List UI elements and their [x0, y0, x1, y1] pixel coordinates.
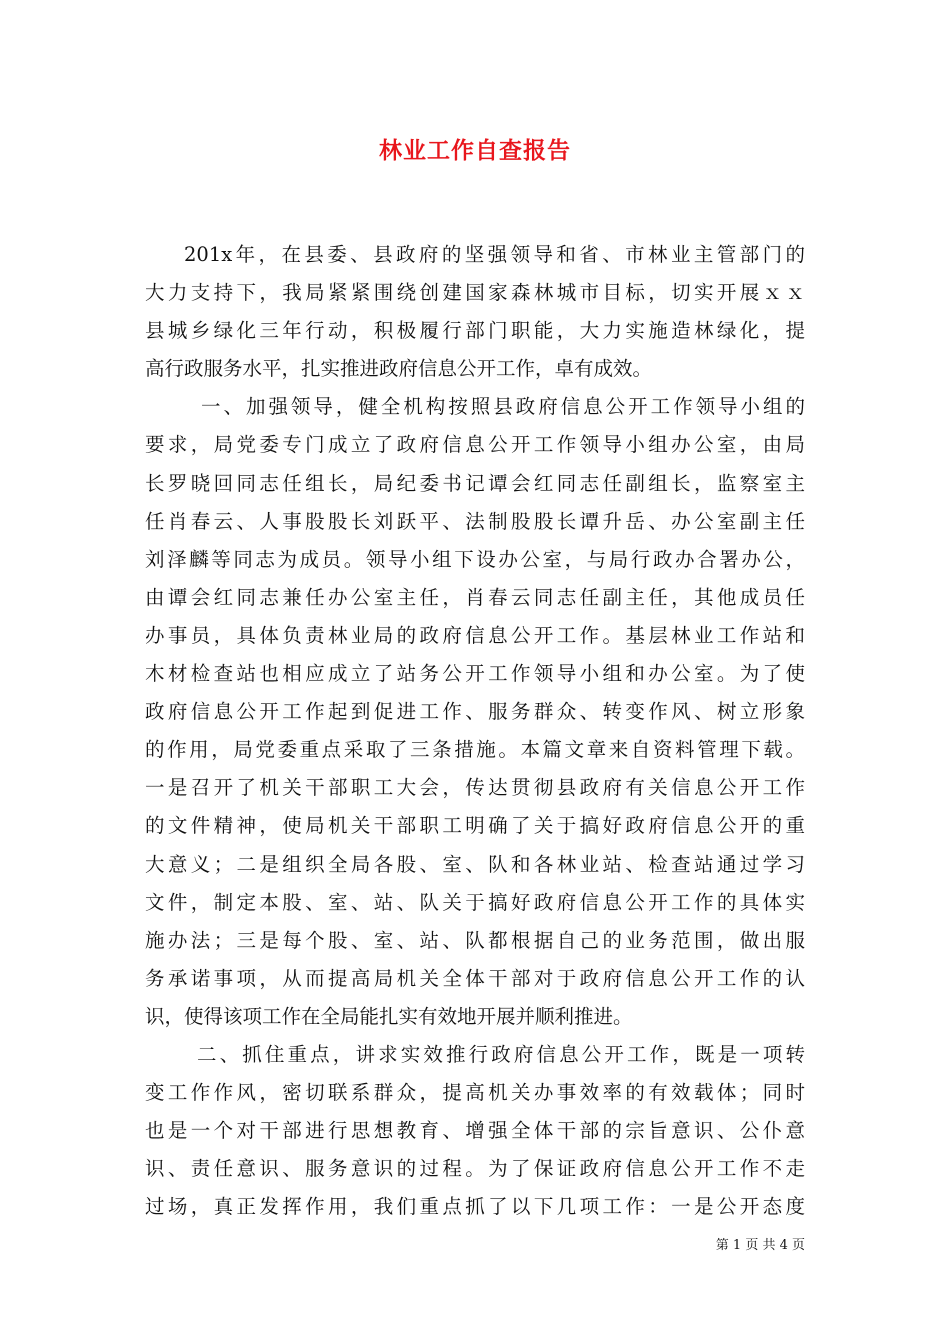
text-line: 识，使得该项工作在全局能扎实有效地开展并顺利推进。	[145, 1004, 633, 1028]
page-indicator: 第 1 页 共 4 页	[715, 1238, 805, 1253]
text-line: 大力支持下，我局紧紧围绕创建国家森林城市目标，切实开展ｘｘ	[145, 281, 805, 305]
text-line: 大意义；二是组织全局各股、室、队和各林业站、检查站通过学习	[145, 852, 805, 876]
text-line: 木材检查站也相应成立了站务公开工作领导小组和办公室。为了使	[145, 662, 805, 686]
text-line: 识、责任意识、服务意识的过程。为了保证政府信息公开工作不走	[145, 1157, 805, 1181]
text-line: 要求，局党委专门成立了政府信息公开工作领导小组办公室，由局	[145, 433, 805, 457]
text-line: 的作用，局党委重点采取了三条措施。本篇文章来自资料管理下载。	[145, 738, 805, 762]
text-line: 由谭会红同志兼任办公室主任，肖春云同志任副主任，其他成员任	[145, 585, 805, 609]
text-line: 高行政服务水平，扎实推进政府信息公开工作，卓有成效。	[145, 357, 653, 381]
document-body	[145, 236, 805, 1226]
text-line: 一是召开了机关干部职工大会，传达贯彻县政府有关信息公开工作	[145, 776, 805, 800]
text-line: 任肖春云、人事股股长刘跃平、法制股股长谭升岳、办公室副主任	[145, 509, 805, 533]
text-line: 的文件精神，使局机关干部职工明确了关于搞好政府信息公开的重	[145, 814, 805, 838]
text-line: 变工作作风，密切联系群众，提高机关办事效率的有效载体；同时	[145, 1081, 805, 1105]
text-line: 文件，制定本股、室、站、队关于搞好政府信息公开工作的具体实	[145, 890, 805, 914]
text-line: 刘泽麟等同志为成员。领导小组下设办公室，与局行政办合署办公，	[145, 547, 805, 571]
text-line: 政府信息公开工作起到促进工作、服务群众、转变作风、树立形象	[145, 700, 805, 724]
page-title: 林业工作自查报告	[379, 137, 571, 164]
text-line: 县城乡绿化三年行动，积极履行部门职能，大力实施造林绿化，提	[145, 319, 805, 343]
text-line: 也是一个对干部进行思想教育、增强全体干部的宗旨意识、公仆意	[145, 1119, 805, 1143]
text-line: 一、加强领导，健全机构按照县政府信息公开工作领导小组的	[201, 395, 805, 419]
text-line: 长罗晓回同志任组长，局纪委书记谭会红同志任副组长，监察室主	[145, 471, 805, 495]
text-line: 过场，真正发挥作用，我们重点抓了以下几项工作：一是公开态度	[145, 1195, 805, 1219]
text-line: 二、抓住重点，讲求实效推行政府信息公开工作，既是一项转	[197, 1042, 805, 1066]
text-line: 务承诺事项，从而提高局机关全体干部对于政府信息公开工作的认	[145, 966, 805, 990]
text-line: 办事员，具体负责林业局的政府信息公开工作。基层林业工作站和	[145, 623, 805, 647]
text-line: 施办法；三是每个股、室、站、队都根据自己的业务范围，做出服	[145, 928, 805, 952]
text-line: 201x年，在县委、县政府的坚强领导和省、市林业主管部门的	[184, 243, 805, 266]
